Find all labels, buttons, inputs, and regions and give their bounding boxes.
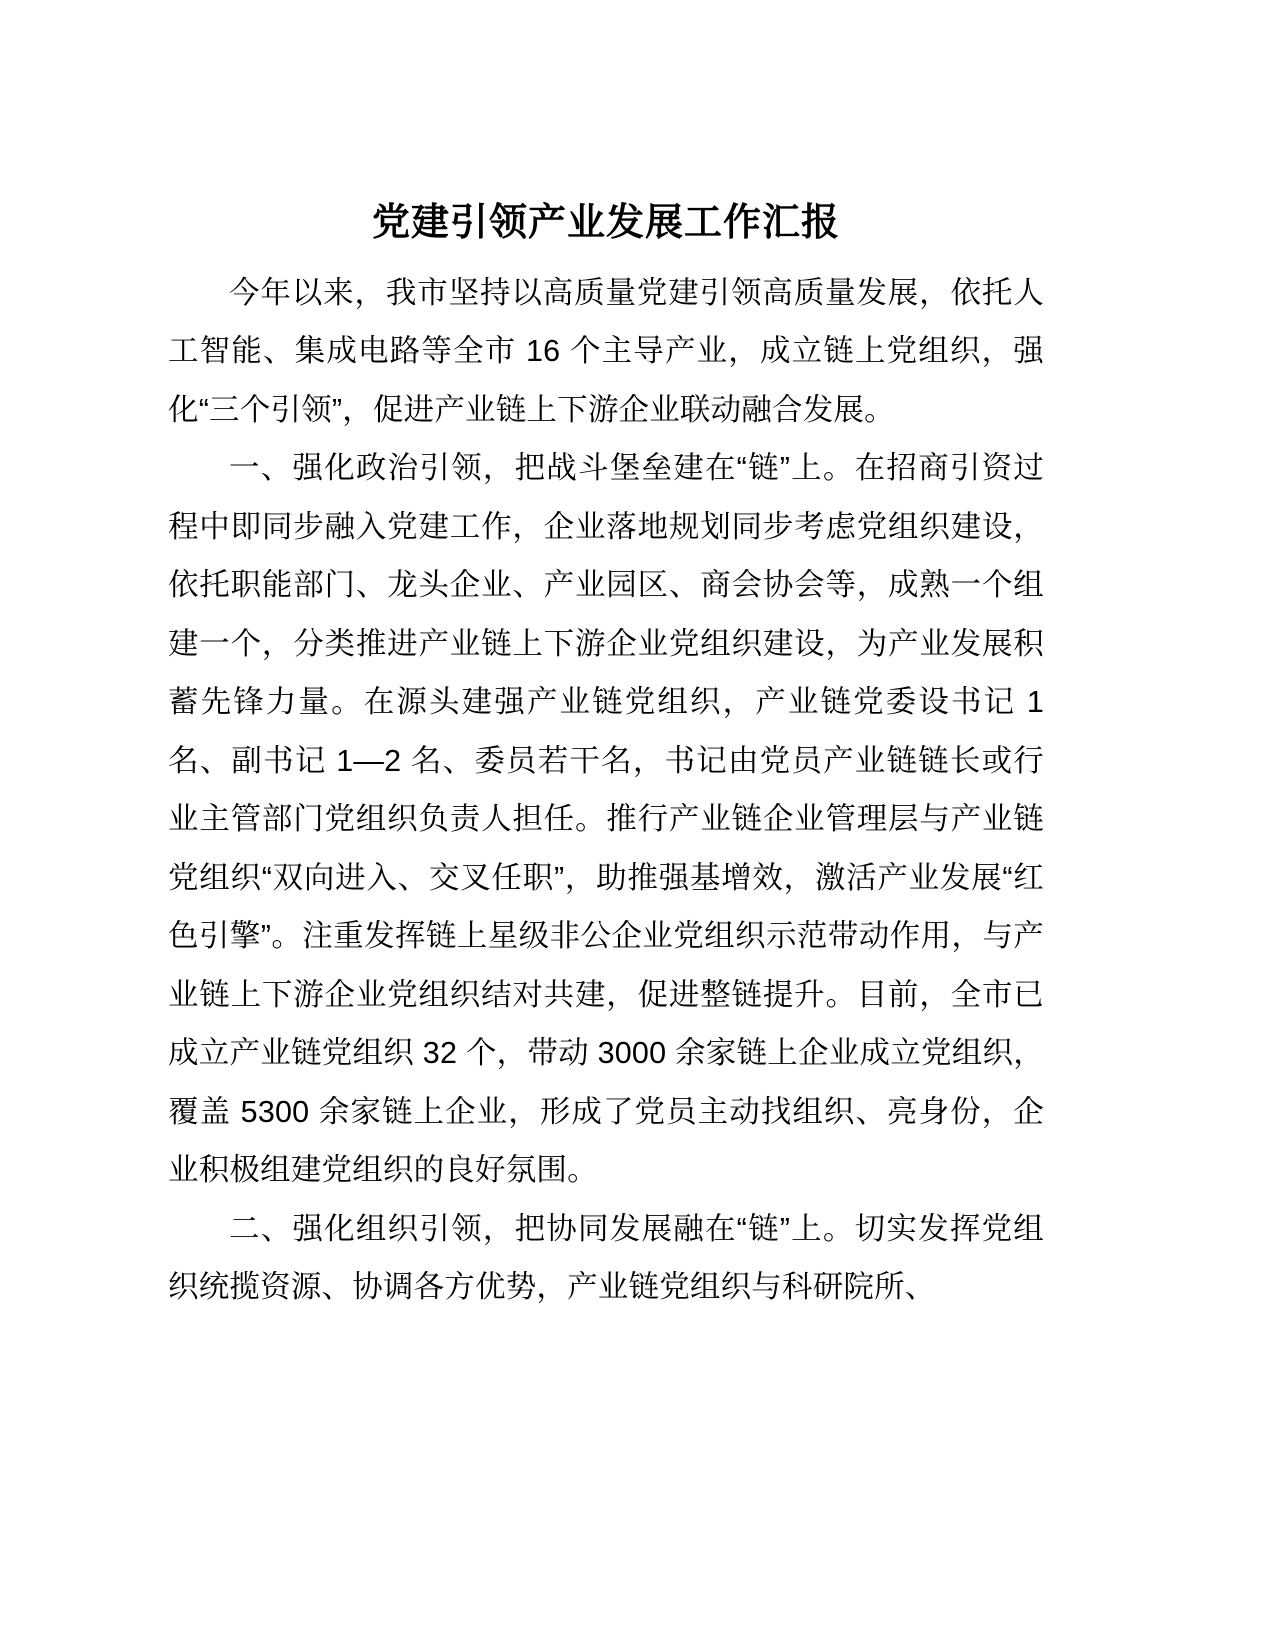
paragraph-intro: 今年以来，我市坚持以高质量党建引领高质量发展，依托人工智能、集成电路等全市 16 个主导产业，成立链上党组织，强化“三个引领”，促进产业链上下游企业联动融合发展。	[168, 275, 1044, 427]
document-body	[168, 258, 1044, 1317]
page-title: 党建引领产业发展工作汇报	[371, 202, 840, 244]
paragraph-section-one: 一、强化政治引领，把战斗堡垒建在“链”上。在招商引资过程中即同步融入党建工作，企业落地规划同步考虑党组织建设，依托职能部门、龙头企业、产业园区、商会协会等，成熟一个组建一个，分类推进产业链上下游企业党组织建设，为产业发展积蓄先锋力量。在源头建强产业链党组织，产业链党委设书记 1 名、副书记 1—2 名、委员若干名，书记由党员产业链链长或行业主管部门党组织负责人担任。推行产业链企业管理层与产业链党组织“双向进入、交叉任职”，助推强基增效，激活产业发展“红色引擎”。注重发挥链上星级非公企业党组织示范带动作用，与产业链上下游企业党组织结对共建，促进整链提升。目前，全市已成立产业链党组织 32 个，带动 3000 余家链上企业成立党组织，覆盖 5300 余家链上企业，形成了党员主动找组织、亮身份，企业积极组建党组织的良好氛围。	[168, 451, 1044, 1187]
paragraph-section-two: 二、强化组织引领，把协同发展融在“链”上。切实发挥党组织统揽资源、协调各方优势，产业链党组织与科研院所、	[168, 1211, 1044, 1304]
document-content	[168, 0, 1044, 1317]
